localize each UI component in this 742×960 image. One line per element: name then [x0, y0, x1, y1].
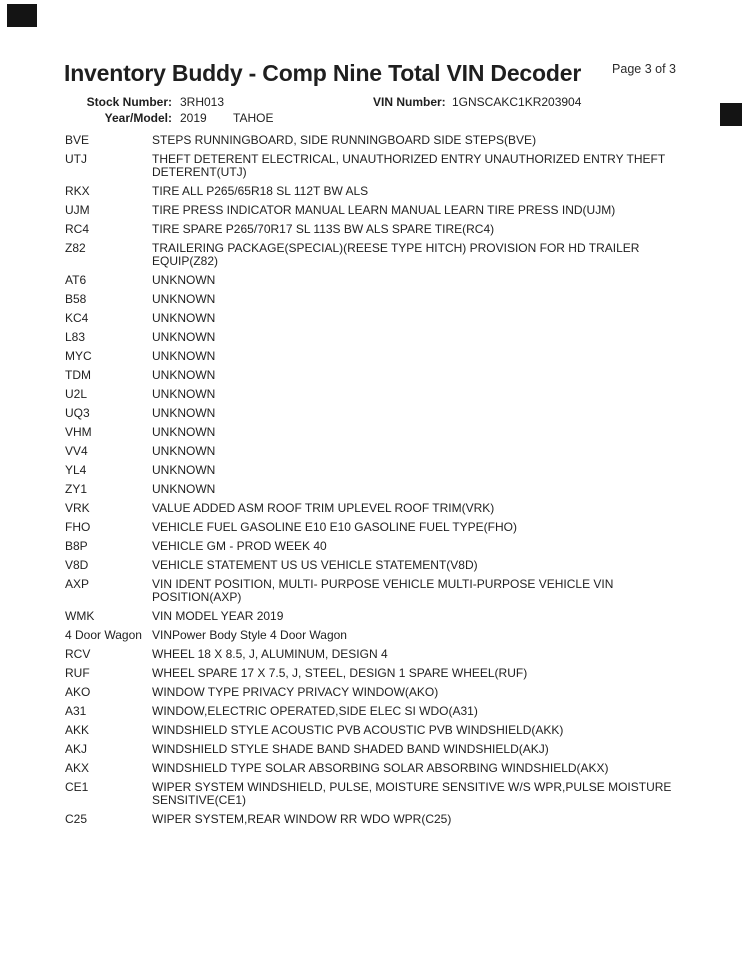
option-code-cell: UTJ: [65, 152, 87, 166]
option-code-cell: TDM: [65, 368, 91, 382]
option-code-cell: RUF: [65, 666, 90, 680]
table-row: [65, 312, 685, 325]
option-code-cell: RCV: [65, 647, 91, 661]
table-row: [65, 578, 685, 604]
table-row: [65, 274, 685, 287]
table-row: [65, 153, 685, 179]
option-code-cell: VV4: [65, 444, 88, 458]
page-title: Inventory Buddy - Comp Nine Total VIN Decoder: [64, 60, 582, 86]
table-row: [65, 743, 685, 756]
option-description-cell: VINPower Body Style 4 Door Wagon: [152, 628, 347, 642]
option-code-cell: UQ3: [65, 406, 90, 420]
option-description-cell: VEHICLE GM - PROD WEEK 40: [152, 539, 327, 553]
table-row: [65, 483, 685, 496]
table-row: [65, 813, 685, 826]
option-description-cell: UNKNOWN: [152, 349, 216, 363]
option-codes-table: [65, 134, 685, 832]
option-description-cell: WINDOW TYPE PRIVACY PRIVACY WINDOW(AKO): [152, 685, 439, 699]
scan-mark-top-left: [7, 4, 37, 27]
table-row: [65, 610, 685, 623]
stock-number-label: Stock Number:: [86, 95, 172, 109]
option-description-cell: UNKNOWN: [152, 387, 216, 401]
option-description-cell: TRAILERING PACKAGE(SPECIAL)(REESE TYPE HITCH) PROVISION FOR HD TRAILER EQUIP(Z82): [152, 241, 640, 268]
vin-number-label: VIN Number:: [373, 95, 446, 109]
table-row: [65, 762, 685, 775]
table-row: [65, 407, 685, 420]
option-code-cell: RC4: [65, 222, 90, 236]
vin-number-value: 1GNSCAKC1KR203904: [452, 95, 582, 109]
table-row: [65, 540, 685, 553]
option-description-cell: VALUE ADDED ASM ROOF TRIM UPLEVEL ROOF TRIM(VRK): [152, 501, 495, 515]
table-row: [65, 781, 685, 807]
option-description-cell: UNKNOWN: [152, 330, 216, 344]
option-code-cell: Z82: [65, 241, 86, 255]
option-description-cell: WINDSHIELD STYLE ACOUSTIC PVB ACOUSTIC PVB WINDSHIELD(AKK): [152, 723, 564, 737]
option-description-cell: WINDOW,ELECTRIC OPERATED,SIDE ELEC SI WDO(A31): [152, 704, 478, 718]
option-description-cell: VIN IDENT POSITION, MULTI- PURPOSE VEHICLE MULTI-PURPOSE VEHICLE VIN POSITION(AXP): [152, 577, 614, 604]
option-code-cell: ZY1: [65, 482, 88, 496]
table-row: [65, 502, 685, 515]
option-code-cell: YL4: [65, 463, 87, 477]
option-description-cell: TIRE ALL P265/65R18 SL 112T BW ALS: [152, 184, 369, 198]
table-row: [65, 134, 685, 147]
option-description-cell: UNKNOWN: [152, 406, 216, 420]
option-code-cell: VHM: [65, 425, 92, 439]
option-code-cell: A31: [65, 704, 87, 718]
option-description-cell: VIN MODEL YEAR 2019: [152, 609, 284, 623]
year-model-label: Year/Model:: [104, 111, 172, 125]
table-row: [65, 350, 685, 363]
option-code-cell: KC4: [65, 311, 89, 325]
option-code-cell: L83: [65, 330, 86, 344]
option-description-cell: UNKNOWN: [152, 425, 216, 439]
option-description-cell: THEFT DETERENT ELECTRICAL, UNAUTHORIZED ENTRY UNAUTHORIZED ENTRY THEFT DETERENT(UTJ): [152, 152, 665, 179]
option-code-cell: MYC: [65, 349, 92, 363]
option-code-cell: AKK: [65, 723, 90, 737]
table-row: [65, 705, 685, 718]
option-description-cell: WHEEL SPARE 17 X 7.5, J, STEEL, DESIGN 1 SPARE WHEEL(RUF): [152, 666, 528, 680]
table-row: [65, 223, 685, 236]
option-description-cell: TIRE PRESS INDICATOR MANUAL LEARN MANUAL LEARN TIRE PRESS IND(UJM): [152, 203, 616, 217]
option-code-cell: FHO: [65, 520, 91, 534]
option-description-cell: VEHICLE STATEMENT US US VEHICLE STATEMENT(V8D): [152, 558, 478, 572]
option-code-cell: CE1: [65, 780, 89, 794]
table-row: [65, 724, 685, 737]
stock-number-value: 3RH013: [180, 95, 225, 109]
option-code-cell: AKJ: [65, 742, 88, 756]
option-code-cell: V8D: [65, 558, 89, 572]
table-row: [65, 559, 685, 572]
option-description-cell: UNKNOWN: [152, 273, 216, 287]
table-row: [65, 464, 685, 477]
option-description-cell: UNKNOWN: [152, 292, 216, 306]
model-value: TAHOE: [233, 111, 274, 125]
table-row: [65, 242, 685, 268]
page-number-indicator: Page 3 of 3: [612, 62, 676, 76]
table-row: [65, 204, 685, 217]
option-description-cell: STEPS RUNNINGBOARD, SIDE RUNNINGBOARD SIDE STEPS(BVE): [152, 133, 537, 147]
option-description-cell: UNKNOWN: [152, 463, 216, 477]
option-code-cell: B58: [65, 292, 87, 306]
option-code-cell: AKO: [65, 685, 91, 699]
option-code-cell: RKX: [65, 184, 90, 198]
option-code-cell: VRK: [65, 501, 90, 515]
option-description-cell: TIRE SPARE P265/70R17 SL 113S BW ALS SPARE TIRE(RC4): [152, 222, 495, 236]
year-value: 2019: [180, 111, 207, 125]
option-code-cell: UJM: [65, 203, 90, 217]
option-code-cell: BVE: [65, 133, 90, 147]
option-description-cell: WIPER SYSTEM,REAR WINDOW RR WDO WPR(C25): [152, 812, 452, 826]
option-code-cell: C25: [65, 812, 88, 826]
option-description-cell: UNKNOWN: [152, 444, 216, 458]
table-row: [65, 629, 685, 642]
option-code-cell: U2L: [65, 387, 88, 401]
table-row: [65, 426, 685, 439]
table-row: [65, 185, 685, 198]
option-code-cell: 4 Door Wagon: [65, 628, 142, 642]
table-row: [65, 388, 685, 401]
option-code-cell: AT6: [65, 273, 87, 287]
option-code-cell: B8P: [65, 539, 88, 553]
option-description-cell: UNKNOWN: [152, 368, 216, 382]
table-row: [65, 445, 685, 458]
option-description-cell: WHEEL 18 X 8.5, J, ALUMINUM, DESIGN 4: [152, 647, 388, 661]
option-description-cell: UNKNOWN: [152, 482, 216, 496]
option-code-cell: AXP: [65, 577, 90, 591]
table-row: [65, 648, 685, 661]
option-code-cell: WMK: [65, 609, 95, 623]
option-description-cell: WIPER SYSTEM WINDSHIELD, PULSE, MOISTURE SENSITIVE W/S WPR,PULSE MOISTURE SENSITIVE(CE1): [152, 780, 672, 807]
table-row: [65, 293, 685, 306]
table-row: [65, 521, 685, 534]
table-row: [65, 331, 685, 344]
table-row: [65, 369, 685, 382]
scan-mark-right-edge: [720, 103, 742, 126]
option-description-cell: UNKNOWN: [152, 311, 216, 325]
table-row: [65, 667, 685, 680]
option-description-cell: WINDSHIELD STYLE SHADE BAND SHADED BAND WINDSHIELD(AKJ): [152, 742, 549, 756]
option-description-cell: VEHICLE FUEL GASOLINE E10 E10 GASOLINE FUEL TYPE(FHO): [152, 520, 518, 534]
option-code-cell: AKX: [65, 761, 90, 775]
option-description-cell: WINDSHIELD TYPE SOLAR ABSORBING SOLAR ABSORBING WINDSHIELD(AKX): [152, 761, 609, 775]
table-row: [65, 686, 685, 699]
